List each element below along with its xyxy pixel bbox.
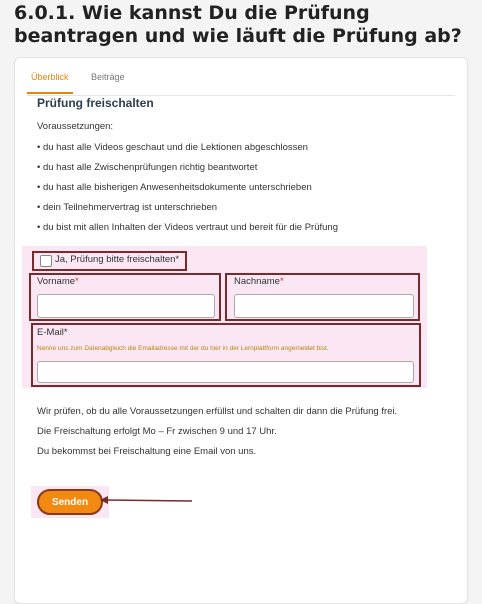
info-text: Du bekommst bei Freischaltung eine Email von uns. <box>37 446 257 457</box>
firstname-input[interactable] <box>37 294 215 318</box>
email-label: E-Mail* <box>37 327 68 338</box>
info-text: Wir prüfen, ob du alle Voraussetzungen erfüllst und schalten dir dann die Prüfung frei. <box>37 406 398 417</box>
annotation-arrow-icon <box>98 492 198 522</box>
requirement-item: • du bist mit allen Inhalten der Videos vertraut und bereit für die Prüfung <box>37 221 338 241</box>
tab-overview[interactable]: Überblick <box>31 72 69 82</box>
firstname-label: Vorname* <box>37 276 79 287</box>
requirement-item: • dein Teilnehmervertrag ist unterschrieben <box>37 201 338 221</box>
unlock-exam-checkbox-label[interactable]: Ja, Prüfung bitte freischalten* <box>55 254 180 265</box>
requirement-item: • du hast alle Zwischenprüfungen richtig beantwortet <box>37 161 338 181</box>
tab-contributions[interactable]: Beiträge <box>91 72 125 82</box>
lastname-label: Nachname* <box>234 276 284 287</box>
submit-button[interactable]: Senden <box>37 489 103 515</box>
lastname-input[interactable] <box>234 294 414 318</box>
page-title: 6.0.1. Wie kannst Du die Prüfung beantragen und wie läuft die Prüfung ab? <box>14 2 462 47</box>
requirements-intro: Voraussetzungen: <box>37 121 114 132</box>
info-text: Die Freischaltung erfolgt Mo – Fr zwischen 9 und 17 Uhr. <box>37 426 277 437</box>
requirement-item: • du hast alle bisherigen Anwesenheitsdokumente unterschrieben <box>37 181 338 201</box>
tab-bar <box>27 58 455 96</box>
email-input[interactable] <box>37 361 414 383</box>
unlock-exam-checkbox[interactable] <box>40 255 52 267</box>
section-title: Prüfung freischalten <box>37 96 154 110</box>
requirements-list <box>37 141 338 241</box>
requirement-item: • du hast alle Videos geschaut und die Lektionen abgeschlossen <box>37 141 338 161</box>
email-help-text: Nenne uns zum Datenabgleich die Emailadresse mit der du hier in der Lernplattform angemeldet bist. <box>37 345 329 352</box>
